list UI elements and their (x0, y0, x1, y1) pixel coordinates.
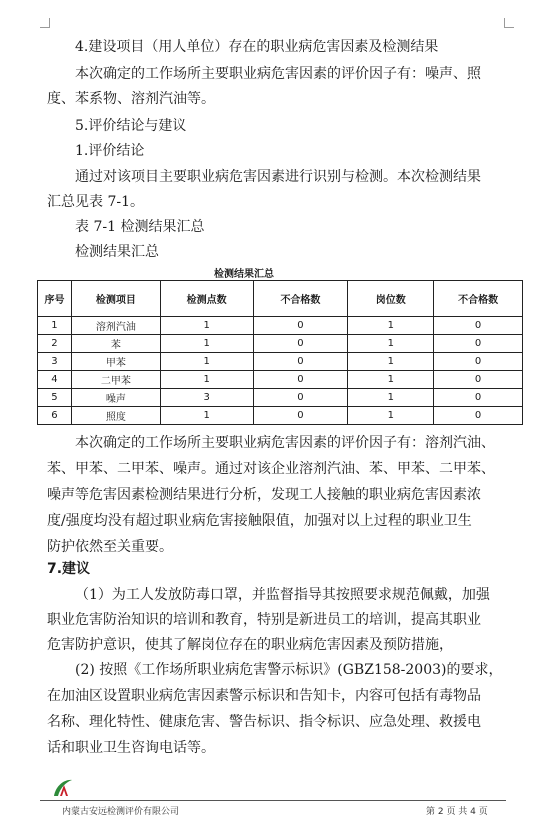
company-logo-icon (51, 776, 75, 800)
table-row (38, 353, 523, 371)
paragraph-line: (2) 按照《工作场所职业病危害警示标识》(GBZ158-2003)的要求， (75, 662, 503, 678)
table-cell: 1 (348, 407, 434, 425)
table-row (38, 335, 523, 353)
header-cell: 岗位数 (348, 281, 434, 317)
paragraph-line: 5.评价结论与建议 (75, 118, 187, 134)
footer-company: 内蒙古安远检测评价有限公司 (62, 807, 180, 817)
table-cell: 5 (38, 389, 72, 407)
footer-page-number: 第 2 页 共 4 页 (426, 807, 488, 817)
table-cell: 0 (434, 371, 523, 389)
table-cell: 0 (434, 407, 523, 425)
header-cell: 检测项目 (71, 281, 160, 317)
table-cell: 0 (434, 317, 523, 335)
table-cell: 2 (38, 335, 72, 353)
paragraph-line: 检测结果汇总 (75, 244, 159, 260)
table-cell: 3 (160, 389, 253, 407)
table-header-row (38, 281, 523, 317)
paragraph-line: 职业危害防治知识的培训和教育，特别是新进员工的培训，提高其职业 (47, 612, 481, 628)
paragraph-line: 本次确定的工作场所主要职业病危害因素的评价因子有：溶剂汽油、 (75, 435, 495, 451)
table-cell: 0 (253, 389, 348, 407)
paragraph-line: 度/强度均没有超过职业病危害接触限值，加强对以上过程的职业卫生 (47, 513, 472, 529)
table-cell: 0 (434, 353, 523, 371)
table-cell: 1 (160, 353, 253, 371)
table-cell: 0 (253, 353, 348, 371)
table-cell: 0 (434, 389, 523, 407)
table-cell: 1 (160, 371, 253, 389)
table-row (38, 317, 523, 335)
paragraph-line: 苯、甲苯、二甲苯、噪声。通过对该企业溶剂汽油、苯、甲苯、二甲苯、 (47, 461, 495, 477)
paragraph-line: 话和职业卫生咨询电话等。 (47, 740, 215, 756)
table-cell: 1 (160, 407, 253, 425)
table-cell: 照度 (71, 407, 160, 425)
footer-divider (40, 800, 506, 801)
table-cell: 溶剂汽油 (71, 317, 160, 335)
paragraph-line: 4.建设项目（用人单位）存在的职业病危害因素及检测结果 (75, 39, 439, 55)
page-corner-mark (40, 18, 50, 28)
table-cell: 1 (160, 317, 253, 335)
table-cell: 1 (348, 389, 434, 407)
paragraph-line: 在加油区设置职业病危害因素警示标识和告知卡，内容可包括有毒物品 (47, 688, 481, 704)
paragraph-line: 度、苯系物、溶剂汽油等。 (47, 91, 215, 107)
table-cell: 噪声 (71, 389, 160, 407)
table-cell: 0 (253, 317, 348, 335)
table-cell: 甲苯 (71, 353, 160, 371)
paragraph-line: （1）为工人发放防毒口罩，并监督指导其按照要求规范佩戴，加强 (75, 587, 490, 603)
paragraph-line: 通过对该项目主要职业病危害因素进行识别与检测。本次检测结果 (75, 169, 481, 185)
paragraph-line: 名称、理化特性、健康危害、警告标识、指令标识、应急处理、救援电 (47, 714, 481, 730)
page-corner-mark (504, 18, 514, 28)
header-cell: 检测点数 (160, 281, 253, 317)
table-cell: 0 (253, 407, 348, 425)
header-cell: 序号 (38, 281, 72, 317)
table-cell: 3 (38, 353, 72, 371)
table-cell: 0 (434, 335, 523, 353)
header-cell: 不合格数 (434, 281, 523, 317)
header-cell: 不合格数 (253, 281, 348, 317)
table-cell: 二甲苯 (71, 371, 160, 389)
table-cell: 6 (38, 407, 72, 425)
paragraph-line: 噪声等危害因素检测结果进行分析，发现工人接触的职业病危害因素浓 (47, 487, 481, 503)
results-table (37, 280, 523, 425)
table-cell: 1 (348, 317, 434, 335)
paragraph-line: 防护依然至关重要。 (47, 539, 173, 555)
table-cell: 0 (253, 335, 348, 353)
paragraph-line: 汇总见表 7-1。 (47, 194, 144, 210)
table-cell: 1 (348, 335, 434, 353)
table-title: 表 7-1 检测结果汇总 (75, 219, 205, 235)
table-cell: 1 (348, 353, 434, 371)
table-cell: 0 (253, 371, 348, 389)
table-caption: 检测结果汇总 (214, 269, 274, 280)
table-cell: 1 (160, 335, 253, 353)
table-row (38, 389, 523, 407)
table-cell: 1 (38, 317, 72, 335)
section-heading: 7.建议 (47, 561, 91, 577)
table-row (38, 371, 523, 389)
paragraph-line: 本次确定的工作场所主要职业病危害因素的评价因子有：噪声、照 (75, 66, 481, 82)
table-cell: 4 (38, 371, 72, 389)
table-row (38, 407, 523, 425)
table-cell: 1 (348, 371, 434, 389)
paragraph-line: 危害防护意识，使其了解岗位存在的职业病危害因素及预防措施， (47, 637, 453, 653)
paragraph-line: 1.评价结论 (75, 143, 145, 159)
table-cell: 苯 (71, 335, 160, 353)
